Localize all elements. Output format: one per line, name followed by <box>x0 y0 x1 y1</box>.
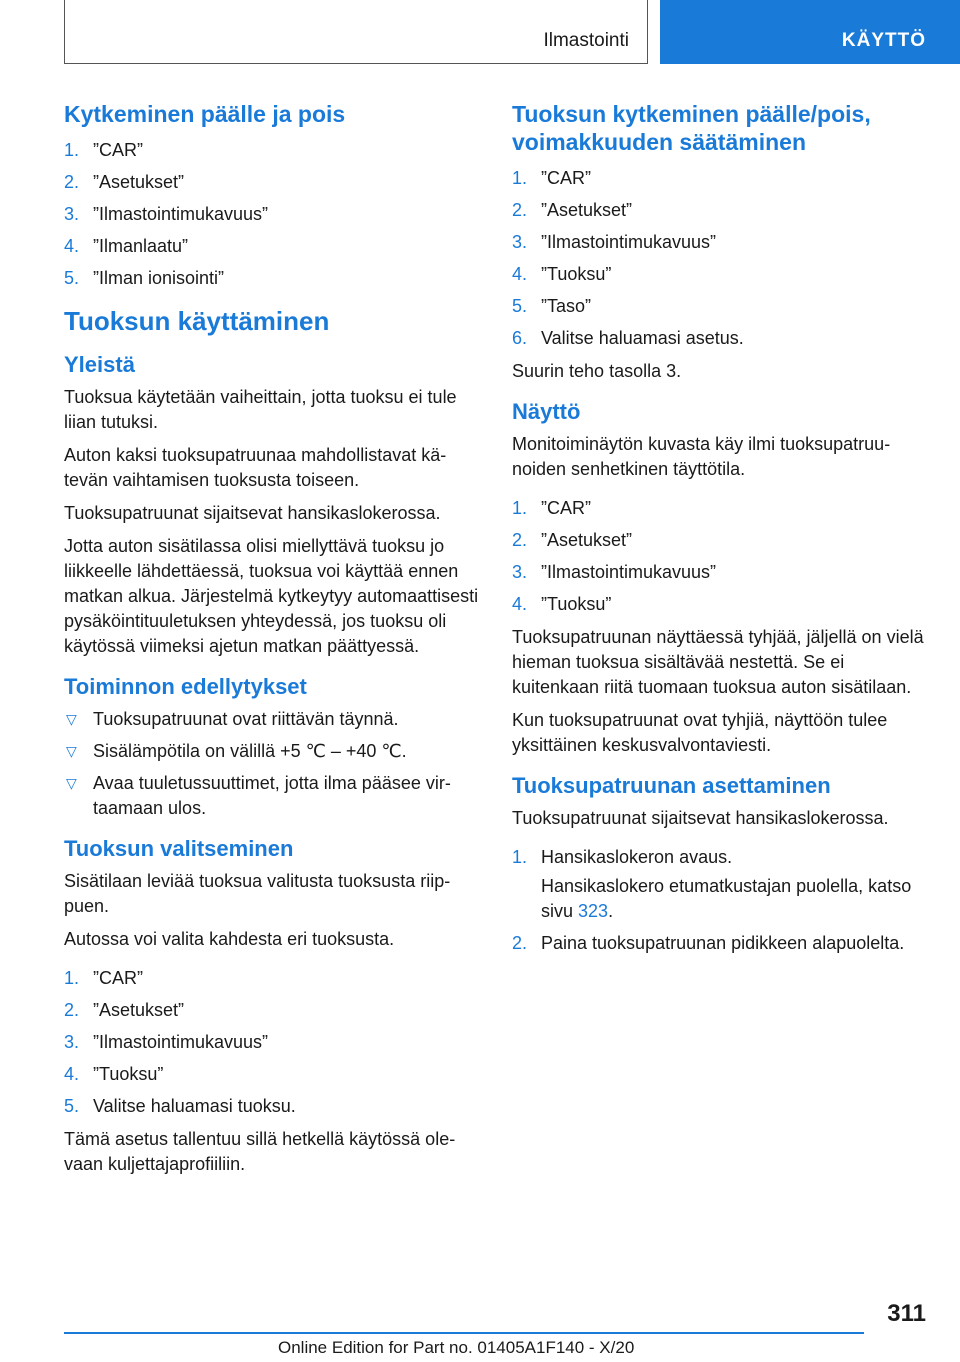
left-column <box>64 100 484 1185</box>
list-item: 2. Paina tuoksupatruunan pidikkeen alapuolelta. <box>512 933 905 953</box>
list-item: 2. ”Asetukset” <box>512 200 633 220</box>
list-item: 2. ”Asetukset” <box>64 172 185 192</box>
heading-general: Yleistä <box>64 352 135 377</box>
list-item: 4. ”Tuoksu” <box>64 1064 164 1084</box>
paragraph: Kun tuoksupatruunat ovat tyhjiä, näyttöön tulee yksittäinen keskusvalvontaviesti. <box>512 710 888 755</box>
list-item: 1. ”CAR” <box>512 498 591 518</box>
steps-on-off <box>64 138 484 291</box>
heading-insert-cartridge: Tuoksupatruunan asettaminen <box>512 773 831 798</box>
paragraph: Sisätilaan leviää tuoksua valitusta tuoksusta riippuen. <box>64 871 451 916</box>
list-item: ▽ Sisälämpötila on välillä +5 ℃ – +40 ℃. <box>64 739 484 764</box>
steps-insert-cartridge <box>512 845 932 956</box>
list-item: 4. ”Tuoksu” <box>512 264 612 284</box>
page-number: 311 <box>887 1300 926 1327</box>
heading-select-fragrance: Tuoksun valitseminen <box>64 836 294 861</box>
heading-on-off: Kytkeminen päälle ja pois <box>64 101 346 127</box>
steps-intensity <box>512 166 932 351</box>
paragraph: Tuoksupatruunan näyttäessä tyhjää, jäljellä on vielä hieman tuoksua sisältävää nestettä. Se ei kuitenkaan riitä tuomaan tuoksua auton sisätilaan. <box>512 627 924 697</box>
triangle-bullet-icon: ▽ <box>66 743 77 759</box>
footer-edition: Online Edition for Part no. 01405A1F140 - X/20 <box>278 1338 635 1357</box>
list-item: 3. ”Ilmastointimukavuus” <box>512 232 717 252</box>
footer-divider <box>64 1332 864 1334</box>
list-item: 5. ”Taso” <box>512 296 592 316</box>
heading-requirements: Toiminnon edellytykset <box>64 674 307 699</box>
list-item: 1. Hansikaslokeron avaus. Hansikaslokero etumatkustajan puolella, katso sivu 323. <box>512 845 932 924</box>
heading-display: Näyttö <box>512 399 581 424</box>
requirements-list <box>64 707 484 821</box>
list-item: 4. ”Ilmanlaatu” <box>64 236 189 256</box>
right-column <box>512 100 932 964</box>
steps-select-fragrance <box>64 966 484 1119</box>
list-item: ▽ Tuoksupatruunat ovat riittävän täynnä. <box>64 707 484 732</box>
chapter-title: KÄYTTÖ <box>841 30 926 51</box>
triangle-bullet-icon: ▽ <box>66 711 77 727</box>
list-item: 1. ”CAR” <box>64 968 143 988</box>
paragraph: Suurin teho tasolla 3. <box>512 361 682 381</box>
list-item: 1. ”CAR” <box>512 168 591 188</box>
paragraph: Tuoksupatruunat sijaitsevat hansikaslokerossa. <box>64 503 441 523</box>
list-item: 3. ”Ilmastointimukavuus” <box>64 204 269 224</box>
list-item: 5. ”Ilman ionisointi” <box>64 268 225 288</box>
heading-fragrance: Tuoksun käyttäminen <box>64 306 330 336</box>
list-item: 4. ”Tuoksu” <box>512 594 612 614</box>
list-item: 3. ”Ilmastointimukavuus” <box>512 562 717 582</box>
running-header <box>64 0 648 64</box>
paragraph: Auton kaksi tuoksupatruunaa mahdollistavat kätevän vaihtamisen tuoksusta toiseen. <box>64 445 447 490</box>
paragraph: Tämä asetus tallentuu sillä hetkellä käytössä olevaan kuljettajaprofiiliin. <box>64 1129 456 1174</box>
list-item: 1. ”CAR” <box>64 140 143 160</box>
paragraph: Tuoksua käytetään vaiheittain, jotta tuoksu ei tule liian tutuksi. <box>64 387 457 432</box>
section-title: Ilmastointi <box>543 30 629 51</box>
list-item: 3. ”Ilmastointimukavuus” <box>64 1032 269 1052</box>
steps-display <box>512 496 932 617</box>
page-link[interactable]: 323 <box>578 901 609 921</box>
paragraph: Jotta auton sisätilassa olisi miellyttävä tuoksu jo liikkeelle lähdettäessä, tuoksua voi käyttää ennen matkan alkua. Järjestelmä kytkeytyy automaattisesti pysäköintituuletuksen yhteydessä, jos tuoksu oli käytössä viimeksi ajetun matkan päättyessä. <box>64 536 479 656</box>
paragraph: Monitoiminäytön kuvasta käy ilmi tuoksupatruunoiden senhetkinen täyttötila. <box>512 434 891 479</box>
triangle-bullet-icon: ▽ <box>66 775 77 791</box>
list-item: 6. Valitse haluamasi asetus. <box>512 328 744 348</box>
paragraph: Autossa voi valita kahdesta eri tuoksusta. <box>64 929 395 949</box>
list-item: 5. Valitse haluamasi tuoksu. <box>64 1096 296 1116</box>
chapter-tab <box>660 0 960 64</box>
heading-intensity: Tuoksun kytkeminen päälle/pois, voimakkuuden säätäminen <box>512 101 871 155</box>
list-item: 2. ”Asetukset” <box>64 1000 185 1020</box>
step-note: Hansikaslokero etumatkustajan puolella, katso sivu 323. <box>541 876 912 921</box>
paragraph: Tuoksupatruunat sijaitsevat hansikaslokerossa. <box>512 808 889 828</box>
list-item: 2. ”Asetukset” <box>512 530 633 550</box>
list-item: ▽ Avaa tuuletussuuttimet, jotta ilma pääsee virtaamaan ulos. <box>66 773 451 818</box>
